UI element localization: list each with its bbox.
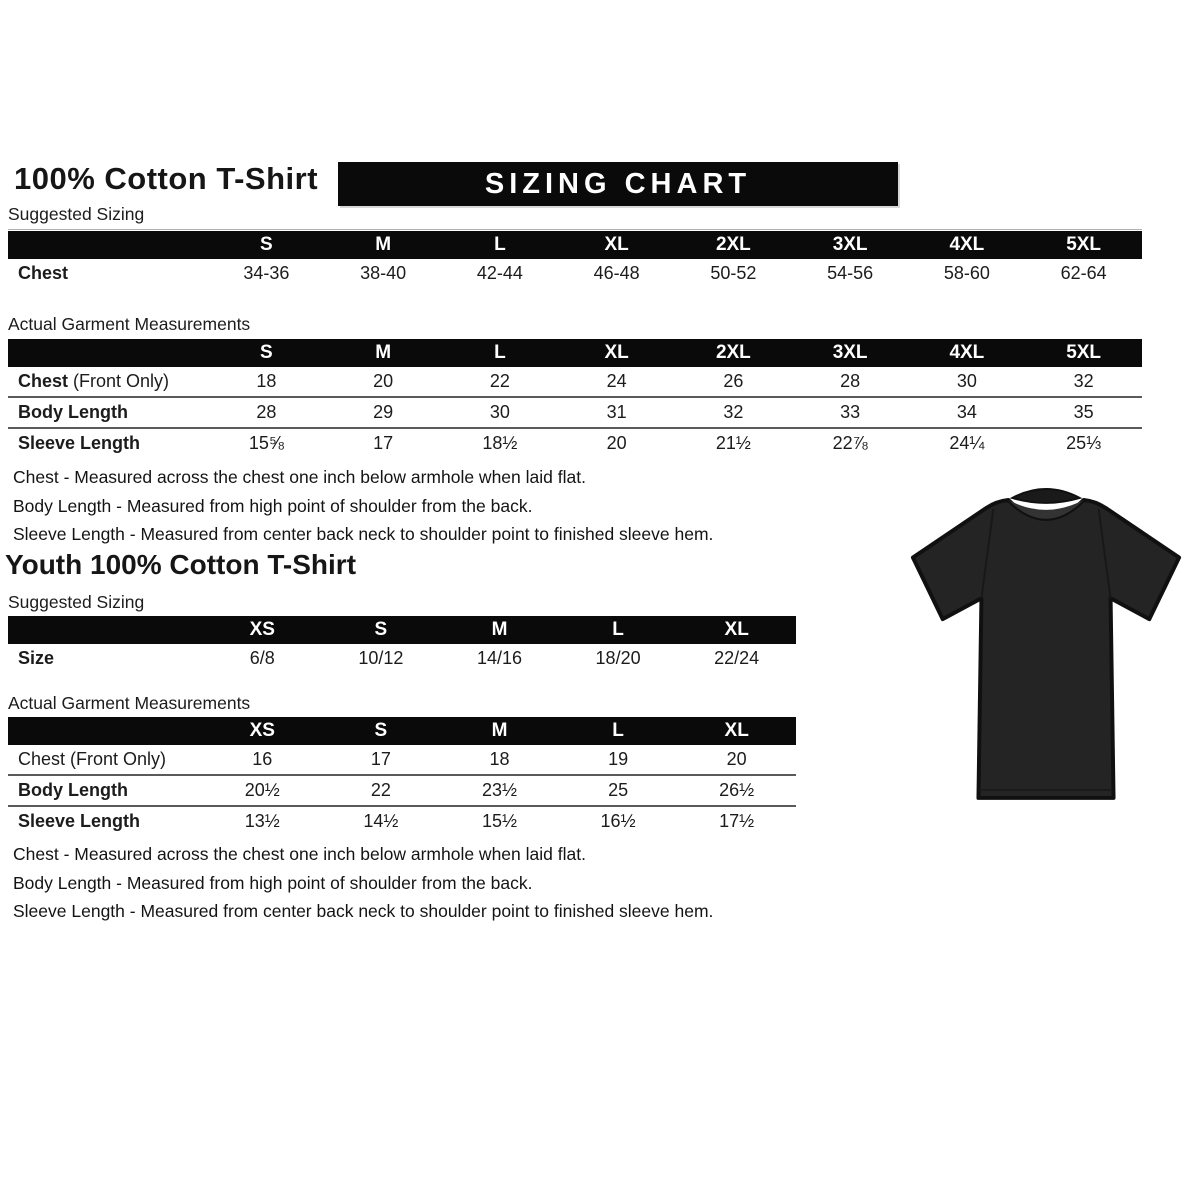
value-cell: 50-52 — [710, 263, 757, 283]
size-column-header: M — [491, 619, 508, 640]
measurement-note: Chest - Measured across the chest one inch below armhole when laid flat. — [13, 467, 586, 487]
value-cell: 18 — [489, 749, 510, 769]
measurement-note: Chest - Measured across the chest one inch below armhole when laid flat. — [13, 844, 586, 864]
youth-measurement-notes — [13, 840, 713, 926]
value-cell: 21½ — [715, 433, 751, 453]
sizing-chart-banner-text: SIZING CHART — [484, 167, 752, 200]
row-label: Chest — [18, 371, 69, 391]
table-header-row — [8, 339, 1142, 367]
size-column-header: L — [612, 619, 624, 640]
value-cell: 28 — [840, 371, 861, 391]
row-label: Sleeve Length — [18, 433, 141, 453]
value-cell: 31 — [606, 402, 627, 422]
table-row — [8, 805, 796, 836]
row-label: Sleeve Length — [18, 811, 141, 831]
size-column-header: XL — [724, 619, 749, 640]
size-column-header: L — [612, 720, 624, 741]
row-label: Chest — [18, 263, 69, 283]
table-row — [8, 367, 1142, 396]
value-cell: 16 — [252, 749, 273, 769]
row-label-cell — [8, 811, 203, 832]
size-column-header: 5XL — [1066, 234, 1102, 255]
size-column-header: L — [494, 234, 506, 255]
row-label-cell — [8, 780, 203, 801]
value-cell: 20½ — [244, 780, 280, 800]
value-cell: 58-60 — [943, 263, 990, 283]
row-label-cell — [8, 749, 203, 770]
size-column-header: XL — [724, 720, 749, 741]
size-column-header: M — [375, 234, 392, 255]
value-cell: 54-56 — [827, 263, 874, 283]
value-cell: 20 — [373, 371, 394, 391]
value-cell: 22 — [489, 371, 510, 391]
value-cell: 14/16 — [476, 648, 522, 668]
value-cell: 28 — [256, 402, 277, 422]
row-label-suffix: (Front Only) — [68, 371, 170, 391]
size-column-header: S — [260, 342, 273, 363]
size-column-header: XS — [249, 619, 275, 640]
value-cell: 14½ — [363, 811, 399, 831]
black-tshirt-image — [897, 462, 1195, 816]
size-column-header: S — [374, 619, 388, 640]
size-column-header: 4XL — [949, 342, 985, 363]
table-header-row — [8, 616, 796, 644]
value-cell: 30 — [489, 402, 510, 422]
value-cell: 32 — [1073, 371, 1094, 391]
size-column-header: 3XL — [832, 342, 868, 363]
value-cell: 6/8 — [249, 648, 275, 668]
size-column-header: XL — [604, 342, 629, 363]
row-label-cell — [8, 263, 208, 284]
size-column-header: 4XL — [949, 234, 985, 255]
value-cell: 24¼ — [949, 433, 985, 453]
size-column-header: 5XL — [1066, 342, 1102, 363]
row-label-suffix: (Front Only) — [65, 749, 167, 769]
table-row — [8, 644, 796, 673]
value-cell: 24 — [606, 371, 627, 391]
measurement-note: Body Length - Measured from high point of shoulder from the back. — [13, 872, 533, 893]
value-cell: 15⅝ — [248, 433, 284, 453]
value-cell: 20 — [606, 433, 627, 453]
measurement-note: Sleeve Length - Measured from center back neck to shoulder point to finished sleeve hem. — [13, 901, 714, 921]
value-cell: 17 — [370, 749, 391, 769]
value-cell: 18½ — [482, 433, 518, 453]
value-cell: 22 — [370, 780, 391, 800]
value-cell: 46-48 — [593, 263, 640, 283]
adult-suggested-sizing-table — [8, 231, 1142, 288]
value-cell: 30 — [956, 371, 977, 391]
value-cell: 16½ — [600, 811, 636, 831]
value-cell: 38-40 — [360, 263, 407, 283]
value-cell: 25⅓ — [1066, 433, 1102, 453]
value-cell: 18/20 — [595, 648, 641, 668]
table-row — [8, 774, 796, 805]
value-cell: 17 — [373, 433, 394, 453]
adult-actual-measurements-label: Actual Garment Measurements — [8, 314, 1142, 340]
size-column-header: L — [494, 342, 506, 363]
youth-page-title: Youth 100% Cotton T-Shirt — [5, 549, 357, 580]
value-cell: 22⅞ — [832, 433, 868, 453]
value-cell: 20 — [726, 749, 747, 769]
value-cell: 23½ — [481, 780, 517, 800]
adult-suggested-sizing-label: Suggested Sizing — [8, 204, 1142, 230]
tshirt-graphic — [897, 462, 1195, 816]
value-cell: 13½ — [244, 811, 280, 831]
size-column-header: XS — [249, 720, 275, 741]
page-title: 100% Cotton T-Shirt — [14, 161, 319, 196]
value-cell: 33 — [840, 402, 861, 422]
table-row — [8, 259, 1142, 288]
value-cell: 17½ — [719, 811, 755, 831]
table-row — [8, 396, 1142, 427]
value-cell: 35 — [1073, 402, 1094, 422]
row-label-cell — [8, 648, 203, 669]
size-column-header: 2XL — [715, 342, 751, 363]
size-column-header: M — [375, 342, 392, 363]
youth-suggested-sizing-label: Suggested Sizing — [8, 592, 796, 618]
value-cell: 34 — [956, 402, 977, 422]
value-cell: 34-36 — [243, 263, 290, 283]
table-header-row — [8, 717, 796, 745]
size-column-header: 2XL — [715, 234, 751, 255]
row-label: Chest — [18, 749, 66, 769]
row-label-cell — [8, 402, 208, 423]
value-cell: 25 — [608, 780, 629, 800]
youth-actual-measurements-table — [8, 717, 796, 836]
table-row — [8, 427, 1142, 458]
table-row — [8, 745, 796, 774]
row-label-cell — [8, 433, 208, 454]
value-cell: 29 — [373, 402, 394, 422]
table-header-row — [8, 231, 1142, 259]
value-cell: 10/12 — [358, 648, 404, 668]
adult-actual-measurements-table — [8, 339, 1142, 458]
value-cell: 62-64 — [1060, 263, 1107, 283]
value-cell: 42-44 — [476, 263, 523, 283]
value-cell: 26 — [723, 371, 744, 391]
row-label: Body Length — [18, 402, 128, 422]
row-label: Size — [18, 648, 55, 668]
youth-actual-measurements-label: Actual Garment Measurements — [8, 693, 796, 719]
row-label-cell — [8, 371, 208, 392]
value-cell: 26½ — [719, 780, 755, 800]
row-label: Body Length — [18, 780, 128, 800]
value-cell: 19 — [608, 749, 629, 769]
size-column-header: S — [374, 720, 388, 741]
measurement-note: Body Length - Measured from high point of shoulder from the back. — [13, 495, 533, 516]
value-cell: 15½ — [481, 811, 517, 831]
size-column-header: M — [491, 720, 508, 741]
size-column-header: 3XL — [832, 234, 868, 255]
size-column-header: XL — [604, 234, 629, 255]
value-cell: 18 — [256, 371, 277, 391]
value-cell: 32 — [723, 402, 744, 422]
youth-suggested-sizing-table — [8, 616, 796, 673]
sizing-chart-banner — [338, 162, 898, 206]
adult-measurement-notes — [13, 463, 713, 549]
measurement-note: Sleeve Length - Measured from center back neck to shoulder point to finished sleeve hem. — [13, 524, 714, 544]
size-column-header: S — [260, 234, 273, 255]
value-cell: 22/24 — [714, 648, 760, 668]
